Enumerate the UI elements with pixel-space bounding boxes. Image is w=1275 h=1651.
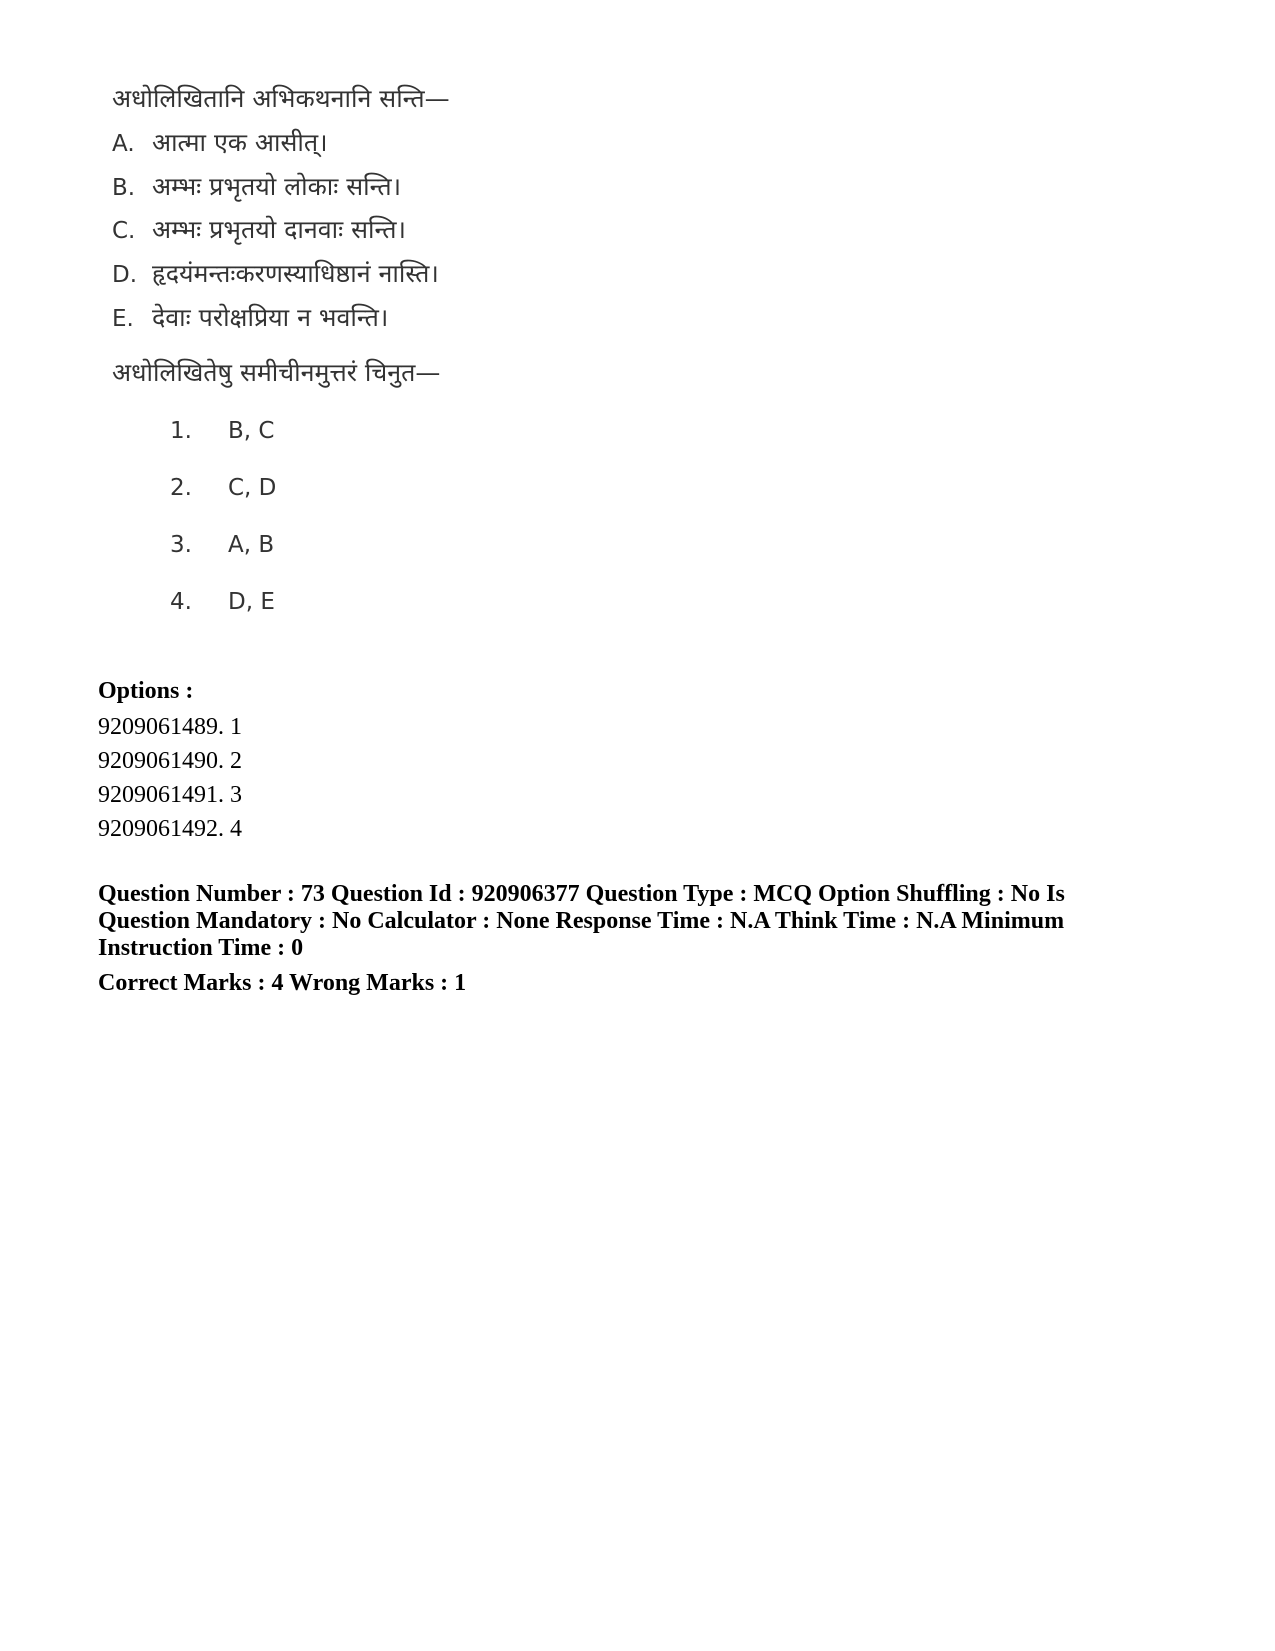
- question-metadata: Question Number : 73 Question Id : 920906377 Question Type : MCQ Option Shuffling : No Is Question Mandatory : No Calculator : None Response Time : N.A Think Time : N.A Minimum Instruction Time : 0: [98, 881, 1065, 961]
- options-list: [98, 710, 242, 846]
- statement-letter: A.: [112, 131, 135, 157]
- choice-number: 1.: [170, 418, 192, 444]
- statement-letter: D.: [112, 262, 138, 288]
- statement-c: [112, 213, 406, 248]
- choice-number: 2.: [170, 475, 192, 501]
- marks-info: Correct Marks : 4 Wrong Marks : 1: [98, 970, 467, 996]
- statement-text: आत्मा एक आसीत्।: [152, 128, 328, 157]
- choice-number: 4.: [170, 589, 192, 615]
- statement-text: अम्भः प्रभृतयो दानवाः सन्ति।: [152, 215, 406, 244]
- statement-d: [112, 257, 439, 292]
- statement-text: अम्भः प्रभृतयो लोकाः सन्ति।: [152, 172, 402, 201]
- choice-2: [170, 473, 276, 503]
- statement-a: [112, 126, 328, 161]
- choice-number: 3.: [170, 532, 192, 558]
- choice-text: A, B: [228, 532, 275, 558]
- option-item-2: 9209061490. 2: [98, 748, 242, 774]
- statement-text: हृदयंमन्तःकरणस्याधिष्ठानं नास्ति।: [152, 259, 439, 288]
- statement-letter: E.: [112, 306, 134, 332]
- statement-letter: B.: [112, 175, 136, 201]
- choice-text: C, D: [228, 475, 277, 501]
- statement-text: देवाः परोक्षप्रिया न भवन्ति।: [152, 303, 389, 332]
- statement-e: [112, 301, 388, 336]
- options-heading: Options :: [98, 678, 194, 704]
- question-image: [112, 78, 572, 648]
- choice-text: B, C: [228, 418, 275, 444]
- choice-4: [170, 587, 275, 617]
- choice-3: [170, 530, 274, 560]
- question-prompt: अधोलिखितेषु समीचीनमुत्तरं चिनुत—: [112, 358, 441, 387]
- option-item-4: 9209061492. 4: [98, 816, 242, 842]
- choice-1: [170, 416, 274, 446]
- statement-letter: C.: [112, 218, 136, 244]
- option-item-1: 9209061489. 1: [98, 714, 242, 740]
- question-intro: अधोलिखितानि अभिकथनानि सन्ति—: [112, 84, 450, 113]
- choice-text: D, E: [228, 589, 275, 615]
- option-item-3: 9209061491. 3: [98, 782, 242, 808]
- statement-b: [112, 170, 401, 205]
